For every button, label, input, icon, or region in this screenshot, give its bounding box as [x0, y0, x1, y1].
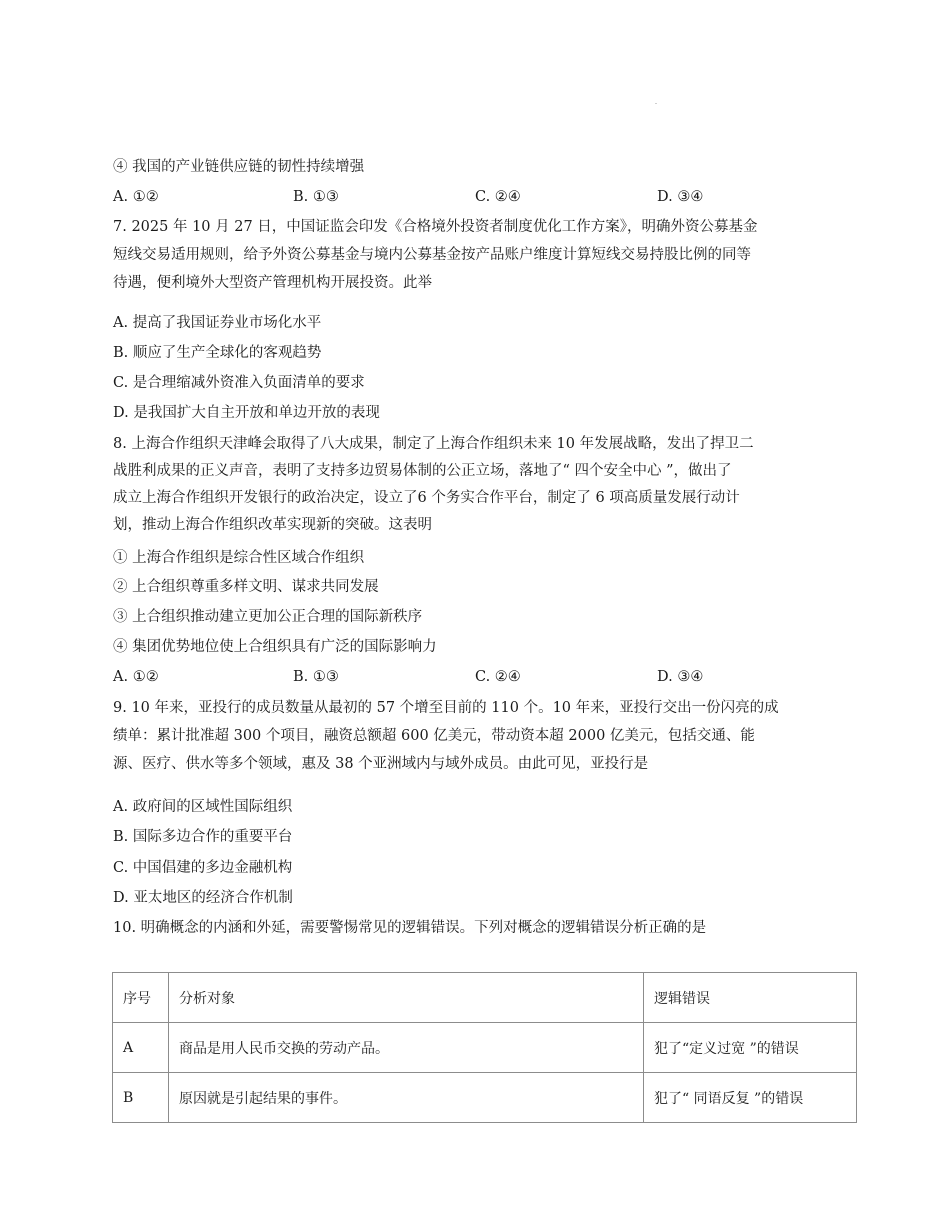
q7-option-b: B. 顺应了生产全球化的客观趋势	[113, 345, 322, 361]
q8-option-c: C. ②④	[475, 669, 521, 685]
q8-options	[113, 667, 813, 687]
q6-option-d: D. ③④	[657, 189, 704, 205]
table-row	[113, 1073, 857, 1123]
q8-stem-line-3: 成立上海合作组织开发银行的政治决定，设立了6 个务实合作平台，制定了 6 项高质量发展行动计	[113, 490, 740, 506]
table-cell-object: 商品是用人民币交换的劳动产品。	[169, 1023, 644, 1073]
q9-stem-line-3: 源、医疗、供水等多个领域，惠及 38 个亚洲域内与域外成员。由此可见，亚投行是	[113, 756, 649, 772]
table-cell-index: B	[113, 1073, 169, 1123]
q8-option-b: B. ①③	[293, 669, 339, 685]
q6-item-4: ④ 我国的产业链供应链的韧性持续增强	[113, 159, 365, 175]
q9-option-b: B. 国际多边合作的重要平台	[113, 829, 293, 845]
table-header-object: 分析对象	[169, 973, 644, 1023]
q9-option-d: D. 亚太地区的经济合作机制	[113, 890, 293, 906]
q6-option-c: C. ②④	[475, 189, 521, 205]
table-header-error: 逻辑错误	[644, 973, 857, 1023]
table-cell-error: 犯了“定义过宽 ”的错误	[644, 1023, 857, 1073]
q6-options	[113, 187, 813, 207]
table-row	[113, 1023, 857, 1073]
q7-option-d: D. 是我国扩大自主开放和单边开放的表现	[113, 405, 380, 421]
q6-option-a: A. ①②	[113, 189, 159, 205]
q8-item-3: ③ 上合组织推动建立更加公正合理的国际新秩序	[113, 609, 423, 625]
q6-option-b: B. ①③	[293, 189, 339, 205]
q7-stem-line-3: 待遇，便利境外大型资产管理机构开展投资。此举	[113, 275, 432, 291]
q8-item-4: ④ 集团优势地位使上合组织具有广泛的国际影响力	[113, 639, 437, 655]
q8-option-a: A. ①②	[113, 669, 159, 685]
q8-option-d: D. ③④	[657, 669, 704, 685]
q9-option-a: A. 政府间的区域性国际组织	[113, 799, 293, 815]
q10-stem: 10. 明确概念的内涵和外延，需要警惕常见的逻辑错误。下列对概念的逻辑错误分析正确的是	[113, 920, 707, 936]
q8-stem-line-4: 划，推动上海合作组织改革实现新的突破。这表明	[113, 517, 432, 533]
table-header-row	[113, 973, 857, 1023]
table-header-index: 序号	[113, 973, 169, 1023]
q7-option-a: A. 提高了我国证券业市场化水平	[113, 315, 322, 331]
q7-option-c: C. 是合理缩减外资准入负面清单的要求	[113, 375, 365, 391]
q9-stem-line-1: 9. 10 年来，亚投行的成员数量从最初的 57 个增至目前的 110 个。10 年来，亚投行交出一份闪亮的成	[113, 700, 779, 716]
q8-item-1: ① 上海合作组织是综合性区域合作组织	[113, 550, 365, 566]
q8-stem-line-1: 8. 上海合作组织天津峰会取得了八大成果，制定了上海合作组织未来 10 年发展战略，发出了捍卫二	[113, 436, 754, 452]
table-cell-index: A	[113, 1023, 169, 1073]
scan-mark	[655, 103, 657, 104]
q10-table	[112, 972, 857, 1123]
table-cell-object: 原因就是引起结果的事件。	[169, 1073, 644, 1123]
q8-item-2: ② 上合组织尊重多样文明、谋求共同发展	[113, 579, 379, 595]
q7-stem-line-2: 短线交易适用规则，给予外资公募基金与境内公募基金按产品账户维度计算短线交易持股比例的同等	[113, 247, 751, 263]
q7-stem-line-1: 7. 2025 年 10 月 27 日，中国证监会印发《合格境外投资者制度优化工作方案》，明确外资公募基金	[113, 219, 758, 235]
q8-stem-line-2: 战胜利成果的正义声音，表明了支持多边贸易体制的公正立场，落地了“ 四个安全中心 ”，做出了	[113, 463, 732, 479]
q9-option-c: C. 中国倡建的多边金融机构	[113, 860, 293, 876]
q9-stem-line-2: 绩单：累计批准超 300 个项目，融资总额超 600 亿美元，带动资本超 2000 亿美元，包括交通、能	[113, 728, 755, 744]
table-cell-error: 犯了“ 同语反复 ”的错误	[644, 1073, 857, 1123]
